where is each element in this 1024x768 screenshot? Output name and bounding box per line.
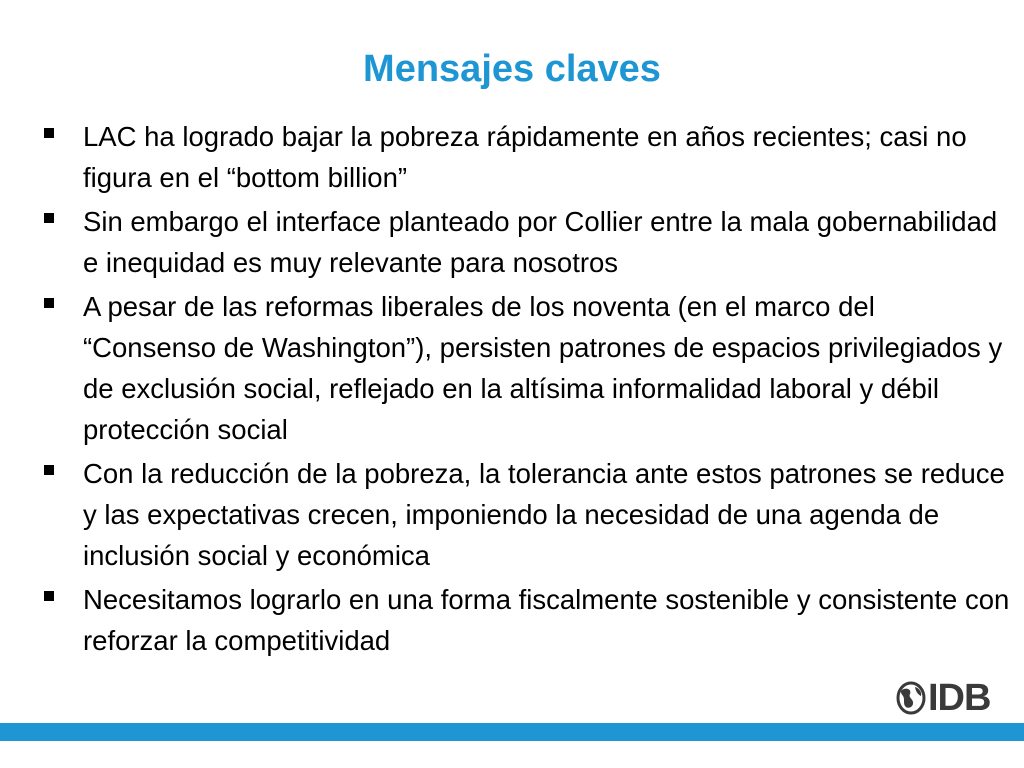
idb-logo (896, 678, 990, 718)
bullet-text: Con la reducción de la pobreza, la tolerancia ante estos patrones se reduce y las expectativas crecen, imponiendo la necesidad de una agenda de inclusión social y económica (83, 458, 1005, 571)
footer-bar (0, 723, 1024, 741)
globe-icon (896, 681, 926, 715)
square-bullet-icon (44, 465, 54, 475)
logo-text: IDB (928, 677, 991, 719)
bullet-text: Necesitamos lograrlo en una forma fiscalmente sostenible y consistente con reforzar la competitividad (83, 584, 1010, 656)
bullet-text: Sin embargo el interface planteado por Collier entre la mala gobernabilidad e inequidad es muy relevante para nosotros (83, 206, 998, 278)
bullet-item (40, 201, 1010, 283)
square-bullet-icon (44, 213, 54, 223)
square-bullet-icon (44, 591, 54, 601)
bullet-text: A pesar de las reformas liberales de los noventa (en el marco del “Consenso de Washington”), persisten patrones de espacios privilegiados y de exclusión social, reflejado en la altísima informalidad laboral y débil protección social (83, 291, 1003, 445)
bullet-list (40, 116, 1010, 664)
bullet-item (40, 579, 1010, 661)
square-bullet-icon (44, 298, 54, 308)
bullet-item (40, 286, 1010, 450)
bullet-item (40, 116, 1010, 198)
square-bullet-icon (44, 128, 54, 138)
bullet-item (40, 453, 1010, 576)
bullet-text: LAC ha logrado bajar la pobreza rápidamente en años recientes; casi no figura en el “bottom billion” (83, 121, 967, 193)
slide-title: Mensajes claves (363, 48, 661, 90)
